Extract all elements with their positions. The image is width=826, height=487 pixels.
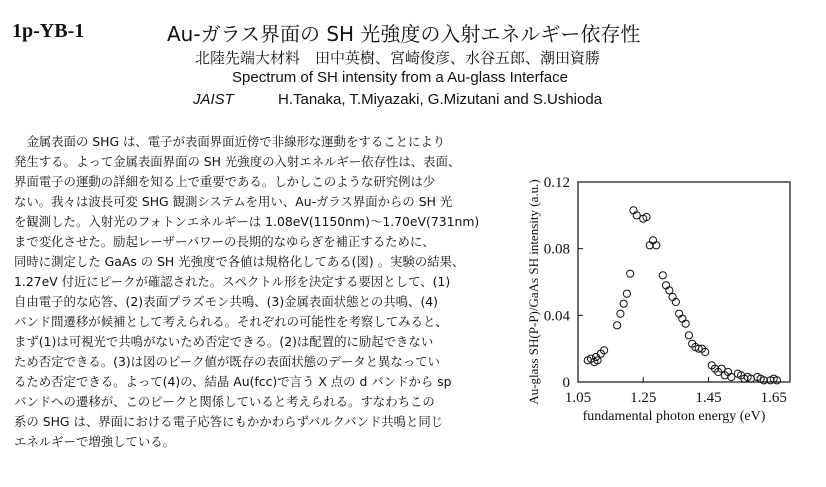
abstract-line: 系の SHG は、界面における電子応答にもかかわらずバルクバンド共鳴と同じ: [14, 414, 444, 429]
plot-frame: [578, 182, 790, 382]
abstract-line: ない。我々は波長可変 SHG 観測システムを用い、Au-ガラス界面からの SH 光: [14, 194, 453, 209]
abstract-line: 発生する。よって金属表面界面の SH 光強度の入射エネルギー依存性は、表面、: [14, 154, 461, 169]
data-point: [620, 300, 627, 307]
abstract-line: を観測した。入射光のフォトンエネルギーは 1.08eV(1150nm)～1.70eV(731nm): [14, 214, 480, 229]
abstract-line: ため否定できる。(3)は図のピーク値が既存の表面状態のデータと異なってい: [14, 354, 440, 369]
abstract-line: エネルギーで増強している。: [14, 434, 176, 449]
x-axis-label: fundamental photon energy (eV): [582, 409, 766, 424]
title-english: Spectrum of SH intensity from a Au-glass Interface: [232, 69, 568, 86]
data-point: [659, 272, 666, 279]
data-point: [685, 332, 692, 339]
abstract-line: 同時に測定した GaAs の SH 光強度で各値は規格化してある(図) 。実験の結果、: [14, 254, 465, 269]
abstract-line: 自由電子的な応答、(2)表面プラズモン共鳴、(3)金属表面状態との共鳴、(4): [14, 294, 439, 309]
x-tick-label: 1.25: [630, 390, 657, 406]
data-point: [617, 310, 624, 317]
affiliation: JAIST: [193, 91, 234, 108]
sh-intensity-chart: [520, 140, 820, 440]
abstract-line: 金属表面の SHG は、電子が表面界面近傍で非線形な運動をすることにより: [14, 134, 446, 149]
authors-japanese: 北陸先端大材料 田中英樹、宮崎俊彦、水谷五郎、潮田資勝: [195, 49, 601, 67]
authors-english: H.Tanaka, T.Miyazaki, G.Mizutani and S.Ushioda: [278, 91, 603, 108]
data-point: [614, 322, 621, 329]
y-tick-label: 0.12: [543, 175, 570, 191]
abstract-line: 1.27eV 付近にピークが確認された。スペクトル形を決定する要因として、(1): [14, 274, 451, 289]
y-axis-label: Au-glass SH(P-P)/GaAs SH intensity (a.u.): [526, 179, 541, 405]
abstract-line: るため否定できる。よって(4)の、結晶 Au(fcc)で言う X 点の d バンドから sp: [14, 374, 452, 389]
data-point: [627, 270, 634, 277]
abstract-line: バンド間遷移が候補として考えられる。それぞれの可能性を考察してみると、: [14, 314, 448, 329]
abstract-line: まず(1)は可視光で共鳴がないため否定できる。(2)は配置的に励起できない: [14, 334, 434, 349]
x-tick-label: 1.45: [695, 390, 722, 406]
y-tick-label: 0.04: [543, 308, 570, 325]
title-japanese: Au-ガラス界面の SH 光強度の入射エネルギー依存性: [167, 22, 641, 46]
x-tick-label: 1.05: [564, 390, 592, 406]
x-tick-label: 1.65: [760, 390, 787, 406]
abstract-body: [14, 132, 524, 452]
abstract-line: まで変化させた。励起レーザーパワーの長期的なゆらぎを補正するために、: [14, 234, 435, 249]
presentation-code: 1p-YB-1: [12, 20, 85, 42]
data-point: [623, 290, 630, 297]
y-tick-label: 0.08: [543, 241, 570, 258]
abstract-line: バンドへの遷移が、このピークと関係していると考えられる。すなわちこの: [14, 394, 435, 409]
y-tick-label: 0: [562, 375, 570, 391]
abstract-line: 界面電子の運動の詳細を知る上で重要である。しかしこのような研究例は少: [14, 174, 436, 189]
